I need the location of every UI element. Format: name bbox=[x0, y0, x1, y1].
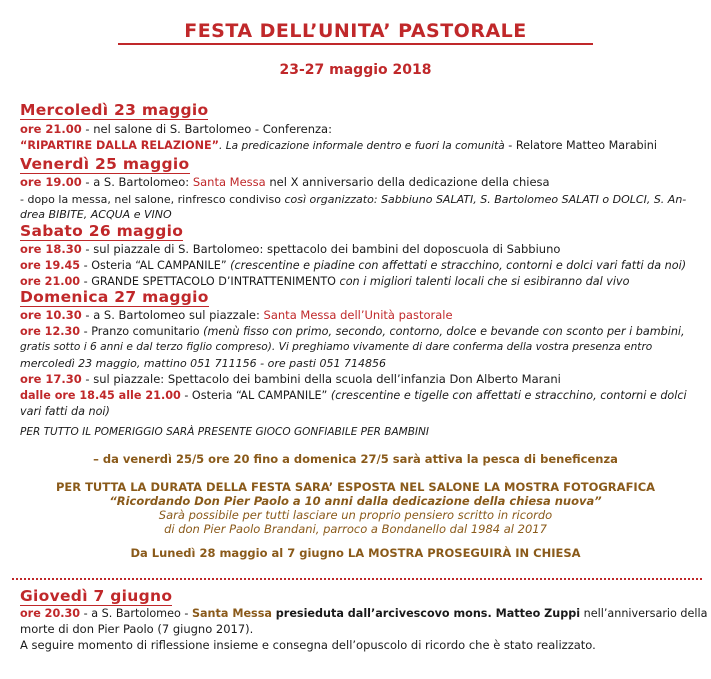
event-line bbox=[20, 637, 700, 654]
event-highlight: presieduta dall’arcivescovo mons. Matteo Zuppi bbox=[271, 607, 581, 620]
event-time: ore 19.00 bbox=[20, 175, 82, 189]
section-divider bbox=[12, 578, 702, 580]
mass-label: Santa Messa bbox=[192, 175, 266, 189]
event-line bbox=[20, 241, 700, 258]
event-text: - sul piazzale: Spettacolo dei bambini della scuola dell’infanzia Don Alberto Marani bbox=[81, 372, 561, 386]
event-line bbox=[20, 137, 700, 155]
exhibit-heading: PER TUTTA LA DURATA DELLA FESTA SARA’ ESPOSTA NEL SALONE LA MOSTRA FOTOGRAFICA bbox=[55, 480, 656, 494]
day-label: Venerdì 25 maggio bbox=[20, 155, 190, 173]
event-line bbox=[20, 257, 700, 274]
page-title: FESTA DELL’UNITA’ PASTORALE bbox=[184, 20, 527, 42]
event-text: - Pranzo comunitario bbox=[80, 325, 204, 338]
page-dates: 23-27 maggio 2018 bbox=[279, 62, 432, 78]
event-text: - a S. Bartolomeo - bbox=[80, 607, 192, 620]
day-label: Sabato 26 maggio bbox=[20, 222, 184, 240]
event-detail: gratis sotto i 6 anni e dal terzo figlio compreso). Vi preghiamo vivamente di dare conferma della vostra presenza entro bbox=[20, 341, 653, 353]
event-line bbox=[20, 339, 700, 356]
event-time: ore 12.30 bbox=[20, 325, 81, 338]
event-line bbox=[20, 621, 700, 638]
lottery-note: – da venerdì 25/5 ore 20 fino a domenica 27/5 sarà attiva la pesca di beneficenza bbox=[93, 452, 618, 466]
event-text: - GRANDE SPETTACOLO D’INTRATTENIMENTO bbox=[80, 275, 340, 288]
event-line bbox=[20, 174, 700, 191]
event-text: - dopo la messa, nel salone, rinfresco condiviso bbox=[20, 193, 285, 206]
exhibit-title: “Ricordando Don Pier Paolo a 10 anni dalla dedicazione della chiesa nuova” bbox=[109, 494, 602, 508]
event-text: - nel salone di S. Bartolomeo - Conferenza: bbox=[81, 122, 332, 136]
event-detail: (crescentine e tigelle con affettati e stracchino, contorni e dolci bbox=[330, 389, 687, 402]
day-label: Mercoledì 23 maggio bbox=[20, 101, 209, 119]
event-line bbox=[20, 355, 700, 372]
event-text: A seguire momento di riflessione insieme e consegna dell’opuscolo di ricordo che è stato realizzato. bbox=[20, 638, 596, 652]
event-detail: mercoledì 23 maggio, mattino 051 711156 - ore pasti 051 714856 bbox=[20, 357, 386, 370]
event-text: - sul piazzale di S. Bartolomeo: spettacolo dei bambini del doposcuola di Sabbiuno bbox=[81, 242, 561, 256]
event-time: ore 17.30 bbox=[20, 372, 82, 386]
event-text: - Osteria “AL CAMPANILE” bbox=[180, 389, 331, 402]
event-line bbox=[20, 121, 700, 138]
day-heading-sunday bbox=[20, 288, 209, 307]
day-label: Giovedì 7 giugno bbox=[20, 587, 173, 605]
conference-subtitle: . La predicazione informale dentro e fuori la comunità bbox=[218, 140, 505, 152]
exhibit-note: Sarà possibile per tutti lasciare un proprio pensiero scritto in ricordo bbox=[158, 508, 553, 522]
event-time: dalle ore 18.45 alle 21.00 bbox=[20, 389, 181, 402]
day-heading-friday bbox=[20, 155, 190, 174]
afternoon-note: PER TUTTO IL POMERIGGIO SARÀ PRESENTE GIOCO GONFIABILE PER BAMBINI bbox=[20, 426, 429, 438]
event-line bbox=[20, 323, 700, 340]
title-underline bbox=[118, 43, 593, 45]
conference-speaker: - Relatore Matteo Marabini bbox=[504, 139, 657, 152]
event-detail: con i migliori talenti locali che si esibiranno dal vivo bbox=[339, 275, 630, 288]
mass-label: Santa Messa bbox=[191, 607, 272, 620]
event-line bbox=[20, 403, 700, 420]
day-heading-thursday bbox=[20, 587, 172, 606]
event-time: ore 21.00 bbox=[20, 122, 82, 136]
event-line bbox=[20, 605, 708, 622]
event-text: - Osteria “AL CAMPANILE” bbox=[80, 259, 231, 272]
exhibit-continuation: Da Lunedì 28 maggio al 7 giugno LA MOSTRA PROSEGUIRÀ IN CHIESA bbox=[130, 546, 581, 560]
day-heading-wednesday bbox=[20, 101, 208, 120]
event-time: ore 20.30 bbox=[20, 607, 81, 620]
event-line bbox=[20, 371, 700, 388]
event-time: ore 19.45 bbox=[20, 259, 81, 272]
event-text: - a S. Bartolomeo sul piazzale: bbox=[81, 308, 264, 322]
event-time: ore 21.00 bbox=[20, 275, 81, 288]
event-time: ore 10.30 bbox=[20, 308, 82, 322]
conference-title: “RIPARTIRE DALLA RELAZIONE” bbox=[20, 139, 219, 152]
exhibit-note: di don Pier Paolo Brandani, parroco a Bondanello dal 1984 al 2017 bbox=[164, 522, 547, 536]
mass-label: Santa Messa dell’Unità pastorale bbox=[263, 308, 453, 322]
day-heading-saturday bbox=[20, 222, 183, 241]
event-text: nell’anniversario della bbox=[580, 607, 708, 620]
event-detail: drea BIBITE, ACQUA e VINO bbox=[20, 208, 172, 221]
day-label: Domenica 27 maggio bbox=[20, 288, 209, 306]
event-text: nel X anniversario della dedicazione della chiesa bbox=[265, 175, 550, 189]
event-detail: (crescentine e piadine con affettati e stracchino, contorni e dolci vari fatti da noi) bbox=[230, 259, 687, 272]
event-line bbox=[20, 387, 700, 404]
event-time: ore 18.30 bbox=[20, 242, 82, 256]
event-detail: così organizzato: Sabbiuno SALATI, S. Bartolomeo SALATI o DOLCI, S. An- bbox=[284, 193, 687, 206]
event-line bbox=[20, 307, 700, 324]
event-text: morte di don Pier Paolo (7 giugno 2017). bbox=[20, 622, 254, 636]
day-underline bbox=[20, 119, 208, 120]
event-detail: (menù fisso con primo, secondo, contorno, dolce e bevande con sconto per i bambini, bbox=[203, 325, 685, 338]
event-text: - a S. Bartolomeo: bbox=[81, 175, 193, 189]
event-line bbox=[20, 206, 700, 223]
event-detail: vari fatti da noi) bbox=[20, 405, 110, 418]
